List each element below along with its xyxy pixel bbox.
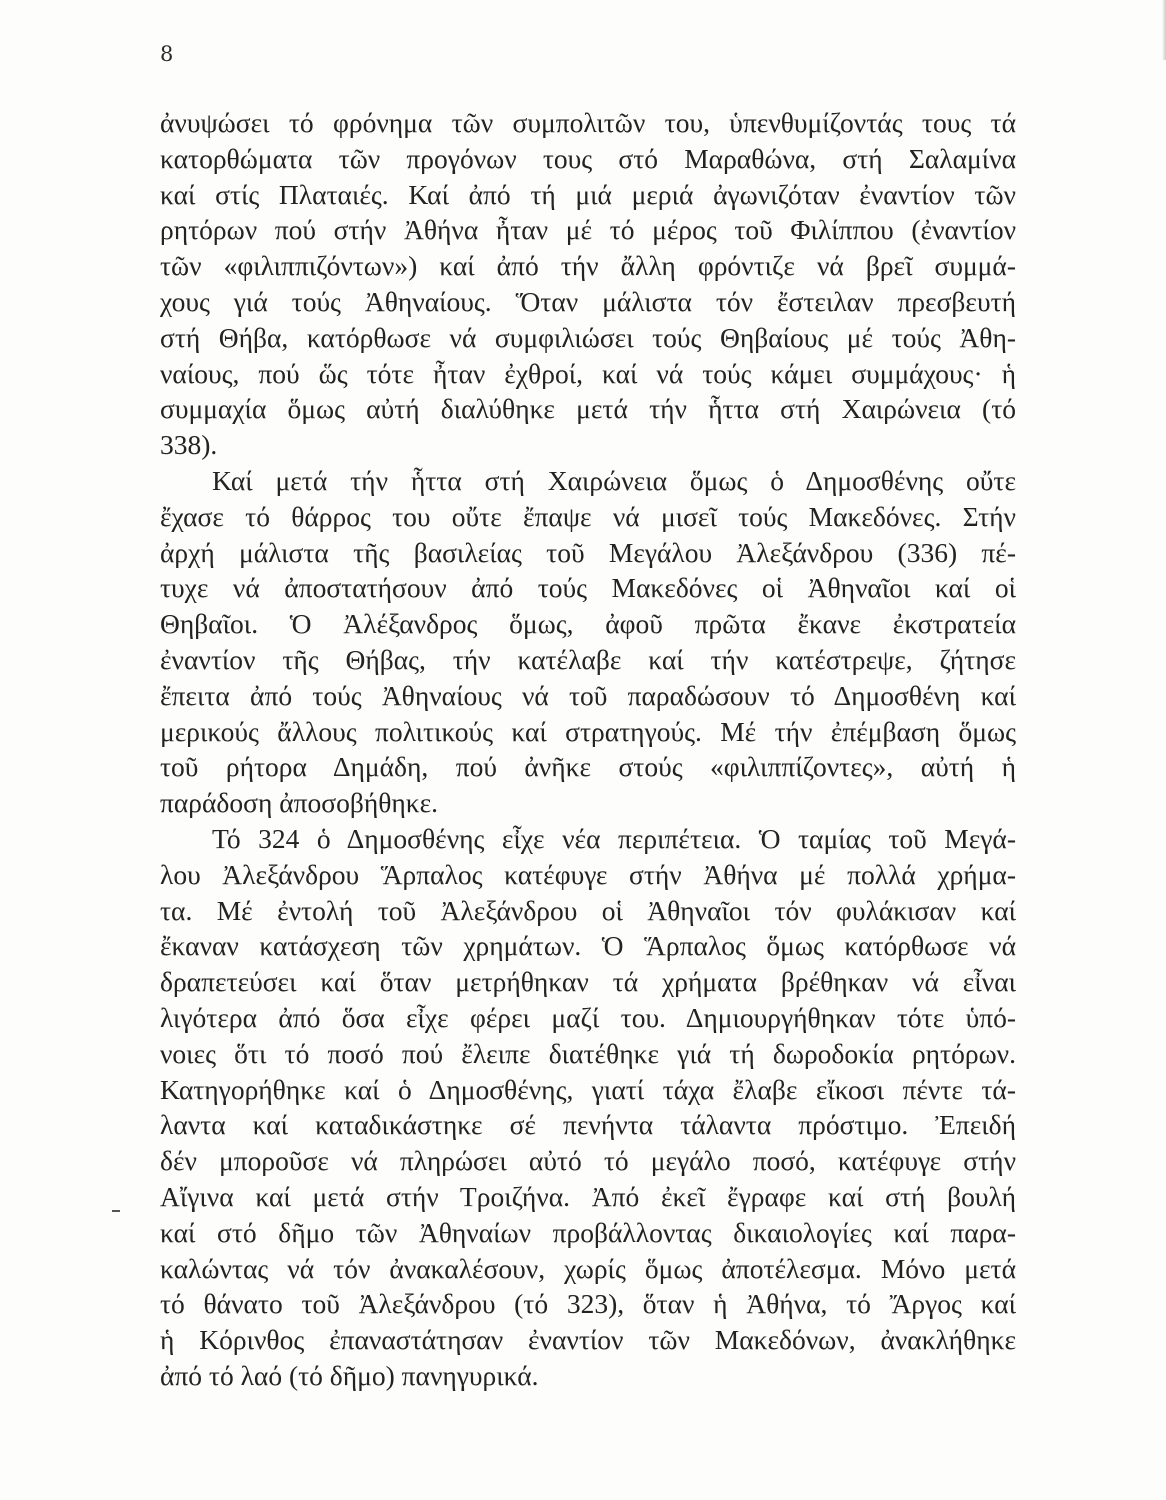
text-line: λου Ἀλεξάνδρου Ἅρπαλος κατέφυγε στήν Ἀθήνα μέ πολλά χρήμα- bbox=[160, 858, 1016, 890]
text-line: νοιες ὅτι τό ποσό πού ἔλειπε διατέθηκε γιά τή δωροδοκία ρητόρων. bbox=[160, 1037, 1016, 1069]
text-line: Κατηγορήθηκε καί ὁ Δημοσθένης, γιατί τάχα ἔλαβε εἴκοσι πέντε τά- bbox=[160, 1073, 1016, 1105]
text-line: χους γιά τούς Ἀθηναίους. Ὅταν μάλιστα τόν ἔστειλαν πρεσβευτή bbox=[160, 285, 1016, 317]
text-line: Θηβαῖοι. Ὁ Ἀλέξανδρος ὅμως, ἀφοῦ πρῶτα ἔκανε ἐκστρατεία bbox=[160, 608, 1016, 640]
text-line: ἔπειτα ἀπό τούς Ἀθηναίους νά τοῦ παραδώσουν τό Δημοσθένη καί bbox=[160, 679, 1016, 711]
text-line: καλώντας νά τόν ἀνακαλέσουν, χωρίς ὅμως ἀποτέλεσμα. Μόνο μετά bbox=[160, 1252, 1016, 1284]
text-line: τα. Μέ ἐντολή τοῦ Ἀλεξάνδρου οἱ Ἀθηναῖοι τόν φυλάκισαν καί bbox=[160, 894, 1016, 926]
page-number: 8 bbox=[160, 42, 174, 66]
text-line: μερικούς ἄλλους πολιτικούς καί στρατηγούς. Μέ τήν ἐπέμβαση ὅμως bbox=[160, 715, 1016, 747]
text-line: ἀνυψώσει τό φρόνημα τῶν συμπολιτῶν του, ὑπενθυμίζοντάς τους τά bbox=[160, 107, 1016, 138]
text-line: Τό 324 ὁ Δημοσθένης εἶχε νέα περιπέτεια. Ὁ ταμίας τοῦ Μεγά- bbox=[212, 822, 1016, 854]
text-line: Αἴγινα καί μετά στήν Τροιζήνα. Ἀπό ἐκεῖ ἔγραφε καί στή βουλή bbox=[160, 1180, 1016, 1212]
text-line: ρητόρων πού στήν Ἀθήνα ἦταν μέ τό μέρος τοῦ Φιλίππου (ἐναντίον bbox=[160, 214, 1016, 246]
text-line: δραπετεύσει καί ὅταν μετρήθηκαν τά χρήματα βρέθηκαν νά εἶναι bbox=[160, 966, 1016, 998]
paragraph bbox=[160, 105, 1016, 463]
text-line: ναίους, πού ὥς τότε ἦταν ἐχθροί, καί νά τούς κάμει συμμάχους· ἡ bbox=[160, 357, 1016, 389]
text-line: ἔκαναν κατάσχεση τῶν χρημάτων. Ὁ Ἅρπαλος ὅμως κατόρθωσε νά bbox=[160, 930, 1016, 962]
paragraph bbox=[160, 463, 1016, 821]
text-line: ἀρχή μάλιστα τῆς βασιλείας τοῦ Μεγάλου Ἀλεξάνδρου (336) πέ- bbox=[160, 536, 1016, 568]
text-line: τῶν «φιλιππιζόντων») καί ἀπό τήν ἄλλη φρόντιζε νά βρεῖ συμμά- bbox=[160, 250, 1016, 282]
text-line: τυχε νά ἀποστατήσουν ἀπό τούς Μακεδόνες οἱ Ἀθηναῖοι καί οἱ bbox=[160, 572, 1016, 604]
body-text bbox=[160, 105, 1016, 1394]
text-line: ἀπό τό λαό (τό δῆμο) πανηγυρικά. bbox=[160, 1359, 539, 1391]
text-line: τοῦ ρήτορα Δημάδη, πού ἀνῆκε στούς «φιλιππίζοντες», αὐτή ἡ bbox=[160, 751, 1016, 783]
margin-mark bbox=[112, 1210, 120, 1212]
text-line: συμμαχία ὅμως αὐτή διαλύθηκε μετά τήν ἧττα στή Χαιρώνεια (τό bbox=[160, 393, 1016, 425]
text-line: κατορθώματα τῶν προγόνων τους στό Μαραθώνα, στή Σαλαμίνα bbox=[160, 142, 1016, 174]
text-line: καί στό δῆμο τῶν Ἀθηναίων προβάλλοντας δικαιολογίες καί παρα- bbox=[160, 1216, 1016, 1248]
text-line: ἡ Κόρινθος ἐπαναστάτησαν ἐναντίον τῶν Μακεδόνων, ἀνακλήθηκε bbox=[160, 1324, 1016, 1356]
text-line: παράδοση ἀποσοβήθηκε. bbox=[160, 787, 439, 819]
page-edge-shadow bbox=[1162, 0, 1166, 60]
paragraph bbox=[160, 821, 1016, 1394]
text-line: 338). bbox=[160, 429, 218, 461]
text-line: ἐναντίον τῆς Θήβας, τήν κατέλαβε καί τήν κατέστρεψε, ζήτησε bbox=[160, 643, 1016, 675]
text-line: λαντα καί καταδικάστηκε σέ πενήντα τάλαντα πρόστιμο. Ἐπειδή bbox=[160, 1109, 1016, 1141]
text-line: λιγότερα ἀπό ὅσα εἶχε φέρει μαζί του. Δημιουργήθηκαν τότε ὑπό- bbox=[160, 1001, 1016, 1033]
text-line: στή Θήβα, κατόρθωσε νά συμφιλιώσει τούς Θηβαίους μέ τούς Ἀθη- bbox=[160, 321, 1016, 353]
text-line: δέν μποροῦσε νά πληρώσει αὐτό τό μεγάλο ποσό, κατέφυγε στήν bbox=[160, 1145, 1016, 1177]
text-line: τό θάνατο τοῦ Ἀλεξάνδρου (τό 323), ὅταν ἡ Ἀθήνα, τό Ἄργος καί bbox=[160, 1288, 1016, 1320]
text-line: καί στίς Πλαταιές. Καί ἀπό τή μιά μεριά ἀγωνιζόταν ἐναντίον τῶν bbox=[160, 178, 1016, 210]
text-line: ἔχασε τό θάρρος του οὔτε ἔπαψε νά μισεῖ τούς Μακεδόνες. Στήν bbox=[160, 500, 1016, 532]
text-line: Καί μετά τήν ἧττα στή Χαιρώνεια ὅμως ὁ Δημοσθένης οὔτε bbox=[212, 464, 1016, 496]
